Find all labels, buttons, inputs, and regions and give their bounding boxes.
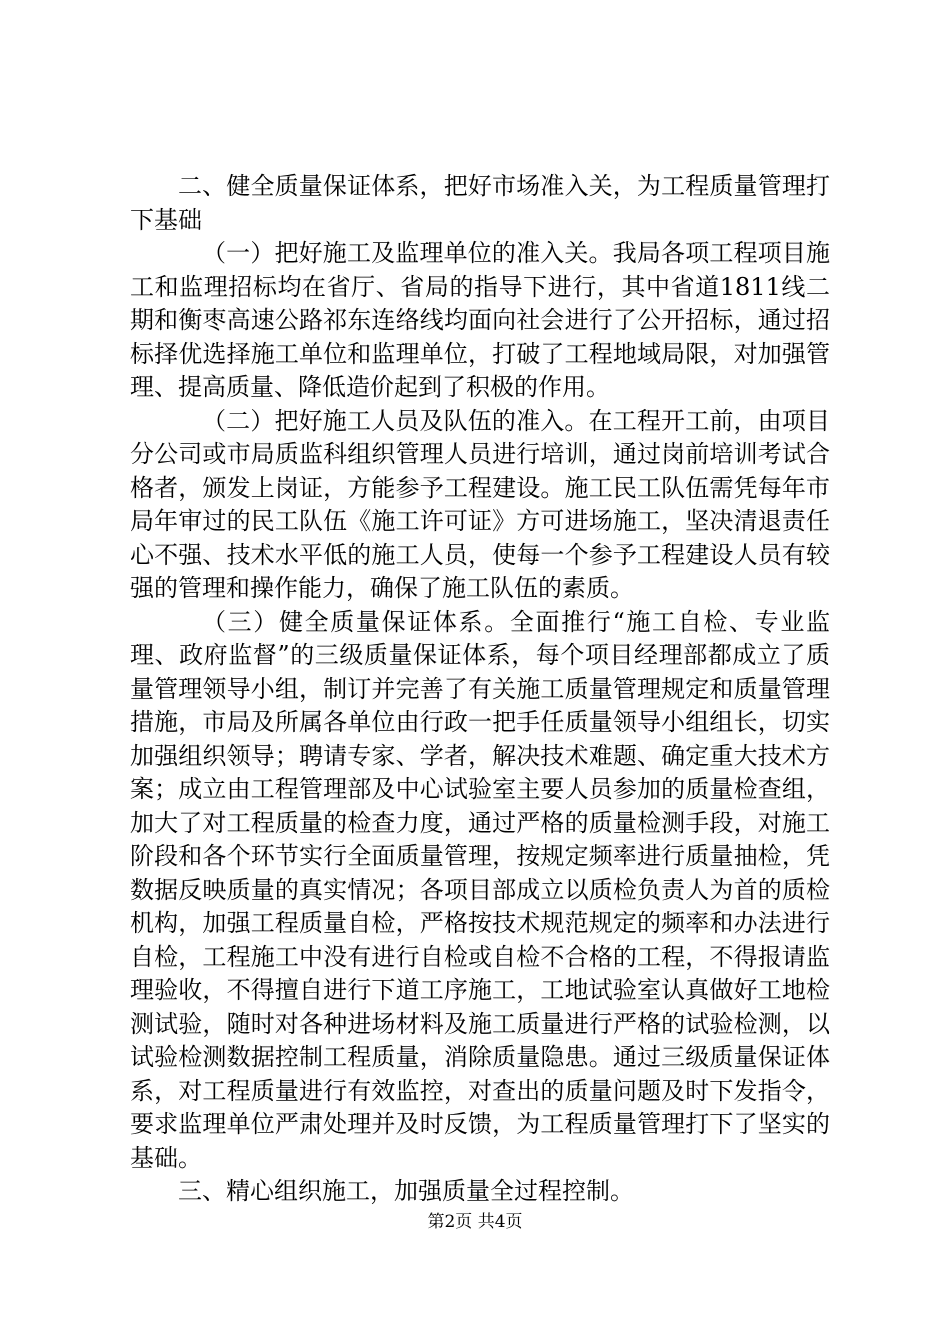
paragraph-item-2: （二）把好施工人员及队伍的准入。在工程开工前，由项目分公司或市局质监科组织管理人员进行培训，通过岗前培训考试合格者，颁发上岗证，方能参予工程建设。施工民工队伍需凭每年市局年审过的民工队伍《施工许可证》方可进场施工，坚决清退责任心不强、技术水平低的施工人员，使每一个参予工程建设人员有较强的管理和操作能力，确保了施工队伍的素质。 — [130, 406, 830, 602]
document-body — [130, 170, 830, 1209]
paragraph-item-3: （三）健全质量保证体系。全面推行“施工自检、专业监理、政府监督”的三级质量保证体系，每个项目经理部都成立了质量管理领导小组，制订并完善了有关施工质量管理规定和质量管理措施，市局及所属各单位由行政一把手任质量领导小组组长，切实加强组织领导；聘请专家、学者，解决技术难题、确定重大技术方案；成立由工程管理部及中心试验室主要人员参加的质量检查组，加大了对工程质量的检查力度，通过严格的质量检测手段，对施工阶段和各个环节实行全面质量管理，按规定频率进行质量抽检，凭数据反映质量的真实情况；各项目部成立以质检负责人为首的质检机构，加强工程质量自检，严格按技术规范规定的频率和办法进行自检，工程施工中没有进行自检或自检不合格的工程，不得报请监理验收，不得擅自进行下道工序施工，工地试验室认真做好工地检测试验，随时对各种进场材料及施工质量进行严格的试验检测，以试验检测数据控制工程质量，消除质量隐患。通过三级质量保证体系，对工程质量进行有效监控，对查出的质量问题及时下发指令，要求监理单位严肃处理并及时反馈，为工程质量管理打下了坚实的基础。 — [130, 607, 830, 1172]
page-number-footer: 第2页 共4页 — [427, 1212, 523, 1232]
section-heading-2: 二、健全质量保证体系，把好市场准入关，为工程质量管理打下基础 — [130, 172, 830, 234]
paragraph-item-1: （一）把好施工及监理单位的准入关。我局各项工程项目施工和监理招标均在省厅、省局的指导下进行，其中省道1811线二期和衡枣高速公路祁东连络线均面向社会进行了公开招标，通过招标择优选择施工单位和监理单位，打破了工程地域局限，对加强管理、提高质量、降低造价起到了积极的作用。 — [130, 239, 830, 401]
section-heading-3: 三、精心组织施工，加强质量全过程控制。 — [178, 1177, 634, 1205]
